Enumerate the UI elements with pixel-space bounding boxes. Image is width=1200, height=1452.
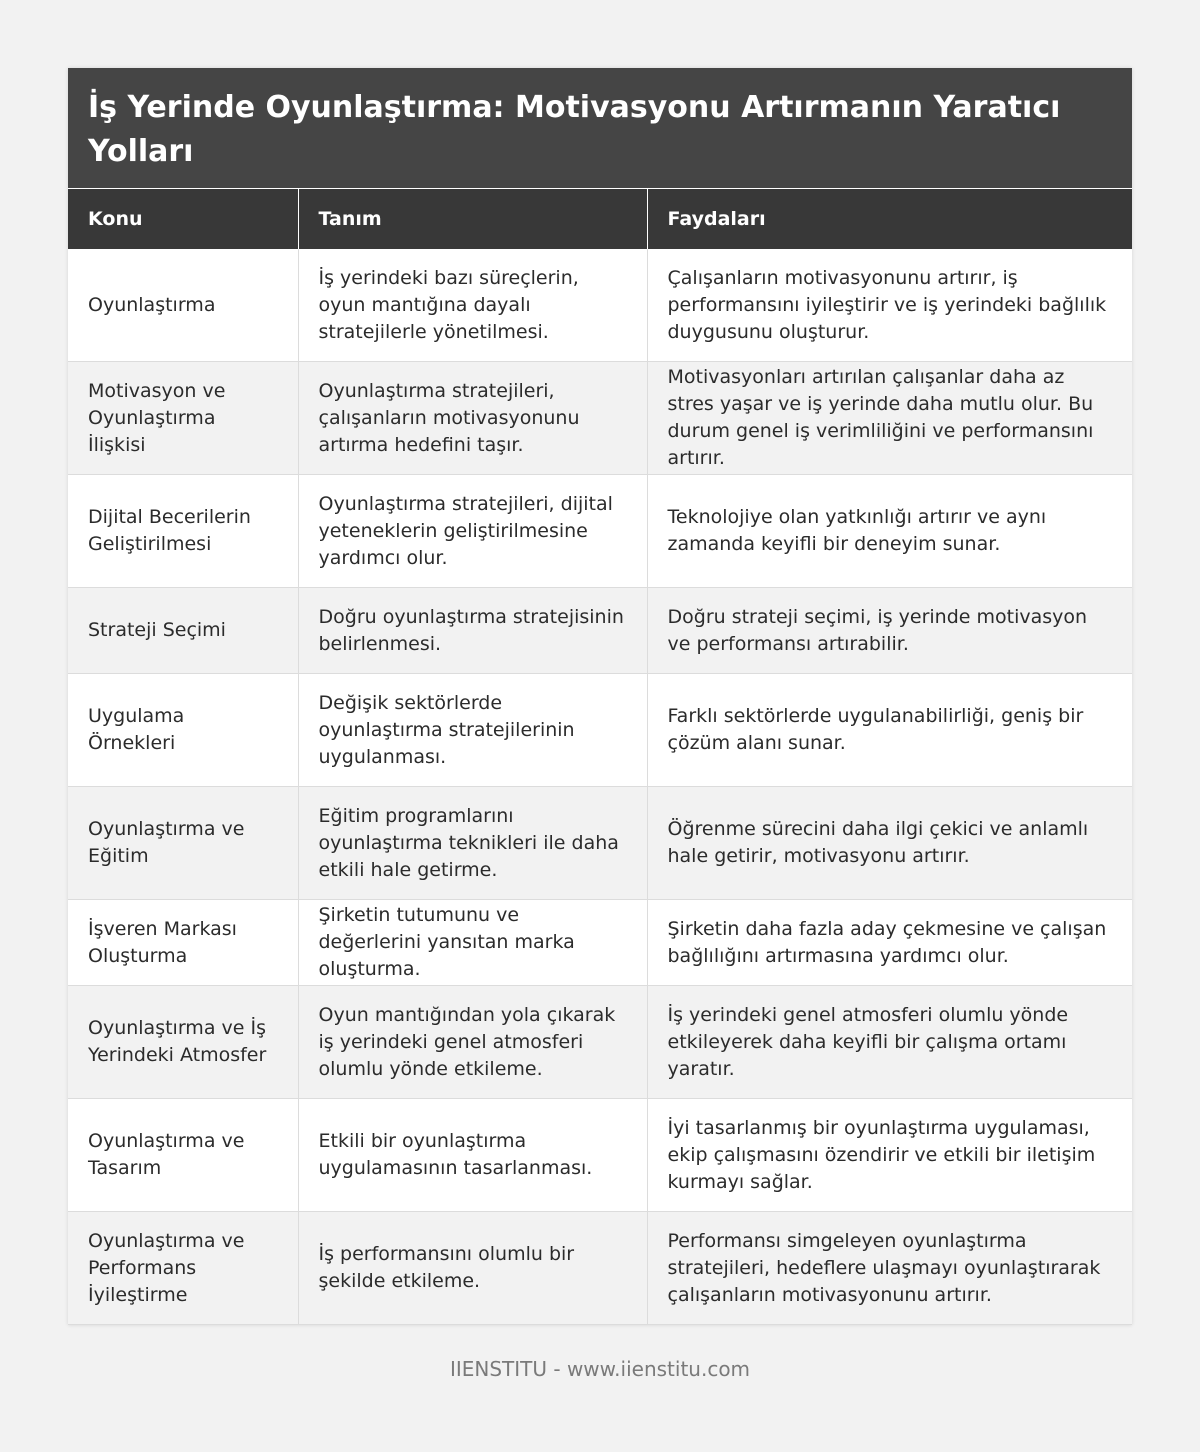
- cell-faydalari: Teknolojiye olan yatkınlığı artırır ve aynı zamanda keyifli bir deneyim sunar.: [647, 475, 1132, 588]
- footer-credit: IIENSTITU - www.iienstitu.com: [449, 1357, 751, 1381]
- cell-konu: Oyunlaştırma ve Tasarım: [68, 1099, 298, 1212]
- cell-faydalari: Doğru strateji seçimi, iş yerinde motivasyon ve performansı artırabilir.: [647, 588, 1132, 674]
- column-header-tanim: Tanım: [298, 189, 647, 250]
- page-title: İş Yerinde Oyunlaştırma: Motivasyonu Artırmanın Yaratıcı Yolları: [68, 68, 1132, 188]
- table-header-row: [68, 189, 1132, 250]
- table-card: [68, 68, 1132, 1325]
- cell-tanim: Oyun mantığından yola çıkarak iş yerindeki genel atmosferi olumlu yönde etkileme.: [298, 986, 647, 1099]
- cell-faydalari: Motivasyonları artırılan çalışanlar daha az stres yaşar ve iş yerinde daha mutlu olur. Bu durum genel iş verimliliğini ve performansını artırır.: [647, 362, 1132, 475]
- cell-konu: Uygulama Örnekleri: [68, 674, 298, 787]
- column-header-konu: Konu: [68, 189, 298, 250]
- cell-faydalari: İş yerindeki genel atmosferi olumlu yönde etkileyerek daha keyifli bir çalışma ortamı yaratır.: [647, 986, 1132, 1099]
- cell-konu: Oyunlaştırma: [68, 249, 298, 362]
- cell-faydalari: Çalışanların motivasyonunu artırır, iş performansını iyileştirir ve iş yerindeki bağlılık duygusunu oluşturur.: [647, 249, 1132, 362]
- table-row: [68, 475, 1132, 588]
- cell-tanim: Şirketin tutumunu ve değerlerini yansıtan marka oluşturma.: [298, 900, 647, 986]
- cell-tanim: Doğru oyunlaştırma stratejisinin belirlenmesi.: [298, 588, 647, 674]
- cell-konu: Motivasyon ve Oyunlaştırma İlişkisi: [68, 362, 298, 475]
- cell-tanim: Değişik sektörlerde oyunlaştırma stratejilerinin uygulanması.: [298, 674, 647, 787]
- table-row: [68, 986, 1132, 1099]
- cell-faydalari: Şirketin daha fazla aday çekmesine ve çalışan bağlılığını artırmasına yardımcı olur.: [647, 900, 1132, 986]
- cell-tanim: İş performansını olumlu bir şekilde etkileme.: [298, 1212, 647, 1325]
- cell-konu: Oyunlaştırma ve İş Yerindeki Atmosfer: [68, 986, 298, 1099]
- cell-konu: Oyunlaştırma ve Eğitim: [68, 787, 298, 900]
- cell-faydalari: İyi tasarlanmış bir oyunlaştırma uygulaması, ekip çalışmasını özendirir ve etkili bir iletişim kurmayı sağlar.: [647, 1099, 1132, 1212]
- table-row: [68, 362, 1132, 475]
- table-row: [68, 1099, 1132, 1212]
- cell-faydalari: Performansı simgeleyen oyunlaştırma stratejileri, hedeflere ulaşmayı oyunlaştırarak çalışanların motivasyonunu artırır.: [647, 1212, 1132, 1325]
- cell-konu: İşveren Markası Oluşturma: [68, 900, 298, 986]
- cell-konu: Oyunlaştırma ve Performans İyileştirme: [68, 1212, 298, 1325]
- cell-faydalari: Öğrenme sürecini daha ilgi çekici ve anlamlı hale getirir, motivasyonu artırır.: [647, 787, 1132, 900]
- data-table: [68, 188, 1132, 1325]
- cell-tanim: İş yerindeki bazı süreçlerin, oyun mantığına dayalı stratejilerle yönetilmesi.: [298, 249, 647, 362]
- cell-tanim: Oyunlaştırma stratejileri, dijital yeteneklerin geliştirilmesine yardımcı olur.: [298, 475, 647, 588]
- table-row: [68, 900, 1132, 986]
- column-header-faydalari: Faydaları: [647, 189, 1132, 250]
- table-row: [68, 787, 1132, 900]
- table-row: [68, 249, 1132, 362]
- cell-konu: Strateji Seçimi: [68, 588, 298, 674]
- table-row: [68, 588, 1132, 674]
- cell-tanim: Oyunlaştırma stratejileri, çalışanların motivasyonunu artırma hedefini taşır.: [298, 362, 647, 475]
- table-row: [68, 1212, 1132, 1325]
- table-row: [68, 674, 1132, 787]
- cell-faydalari: Farklı sektörlerde uygulanabilirliği, geniş bir çözüm alanı sunar.: [647, 674, 1132, 787]
- cell-tanim: Etkili bir oyunlaştırma uygulamasının tasarlanması.: [298, 1099, 647, 1212]
- cell-tanim: Eğitim programlarını oyunlaştırma teknikleri ile daha etkili hale getirme.: [298, 787, 647, 900]
- cell-konu: Dijital Becerilerin Geliştirilmesi: [68, 475, 298, 588]
